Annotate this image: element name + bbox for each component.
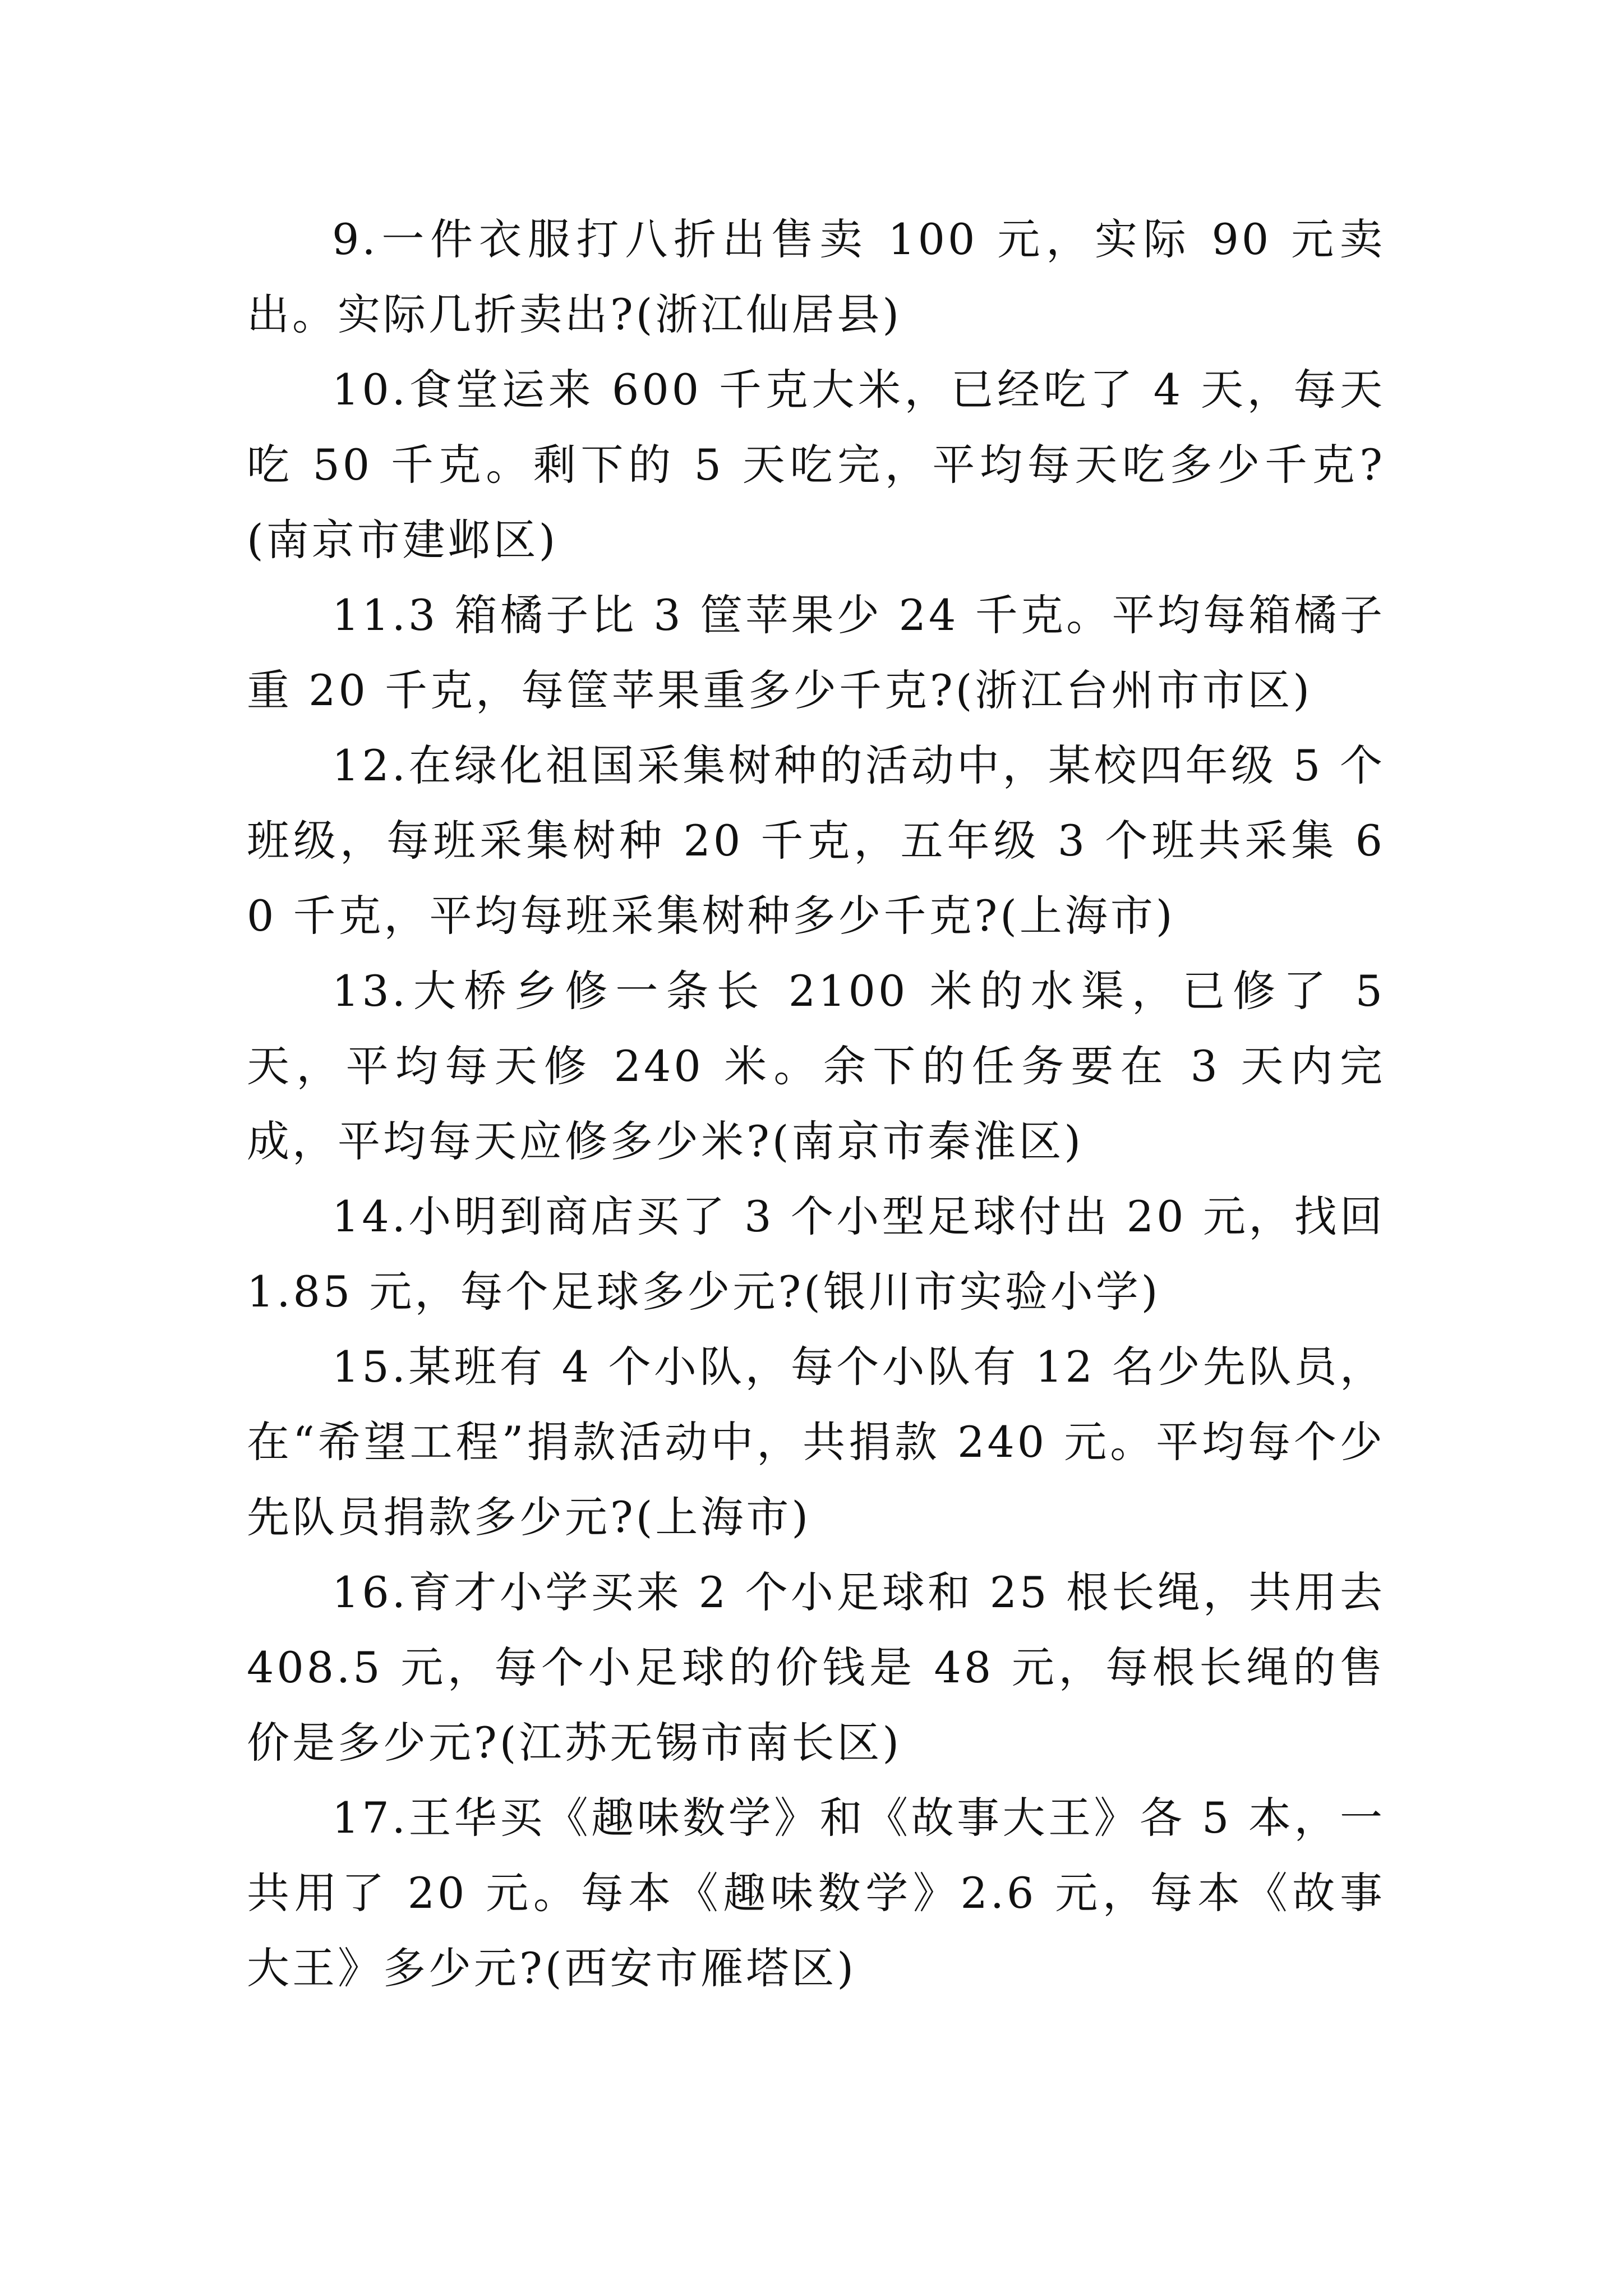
- problem-11: 11.3 箱橘子比 3 筐苹果少 24 千克。平均每箱橘子重 20 千克，每筐苹果重多少千克?(浙江台州市市区): [247, 590, 1385, 715]
- problem-13: 13.大桥乡修一条长 2100 米的水渠，已修了 5 天，平均每天修 240 米。余下的任务要在 3 天内完成，平均每天应修多少米?(南京市秦淮区): [247, 966, 1385, 1166]
- problem-12: 12.在绿化祖国采集树种的活动中，某校四年级 5 个班级，每班采集树种 20 千克，五年级 3 个班共采集 60 千克，平均每班采集树种多少千克?(上海市): [247, 740, 1385, 941]
- problem-14: 14.小明到商店买了 3 个小型足球付出 20 元，找回 1.85 元，每个足球多少元?(银川市实验小学): [247, 1191, 1385, 1317]
- problem-15: 15.某班有 4 个小队，每个小队有 12 名少先队员，在“希望工程”捐款活动中，共捐款 240 元。平均每个少先队员捐款多少元?(上海市): [247, 1342, 1385, 1542]
- problem-list: [247, 202, 1385, 2006]
- problem-9: 9.一件衣服打八折出售卖 100 元，实际 90 元卖出。实际几折卖出?(浙江仙居县): [247, 214, 1385, 339]
- problem-16: 16.育才小学买来 2 个小足球和 25 根长绳，共用去 408.5 元，每个小足球的价钱是 48 元，每根长绳的售价是多少元?(江苏无锡市南长区): [247, 1567, 1385, 1768]
- problem-17: 17.王华买《趣味数学》和《故事大王》各 5 本，一共用了 20 元。每本《趣味数学》2.6 元，每本《故事大王》多少元?(西安市雁塔区): [247, 1793, 1385, 1993]
- problem-10: 10.食堂运来 600 千克大米，已经吃了 4 天，每天吃 50 千克。剩下的 5 天吃完，平均每天吃多少千克?(南京市建邺区): [247, 365, 1385, 565]
